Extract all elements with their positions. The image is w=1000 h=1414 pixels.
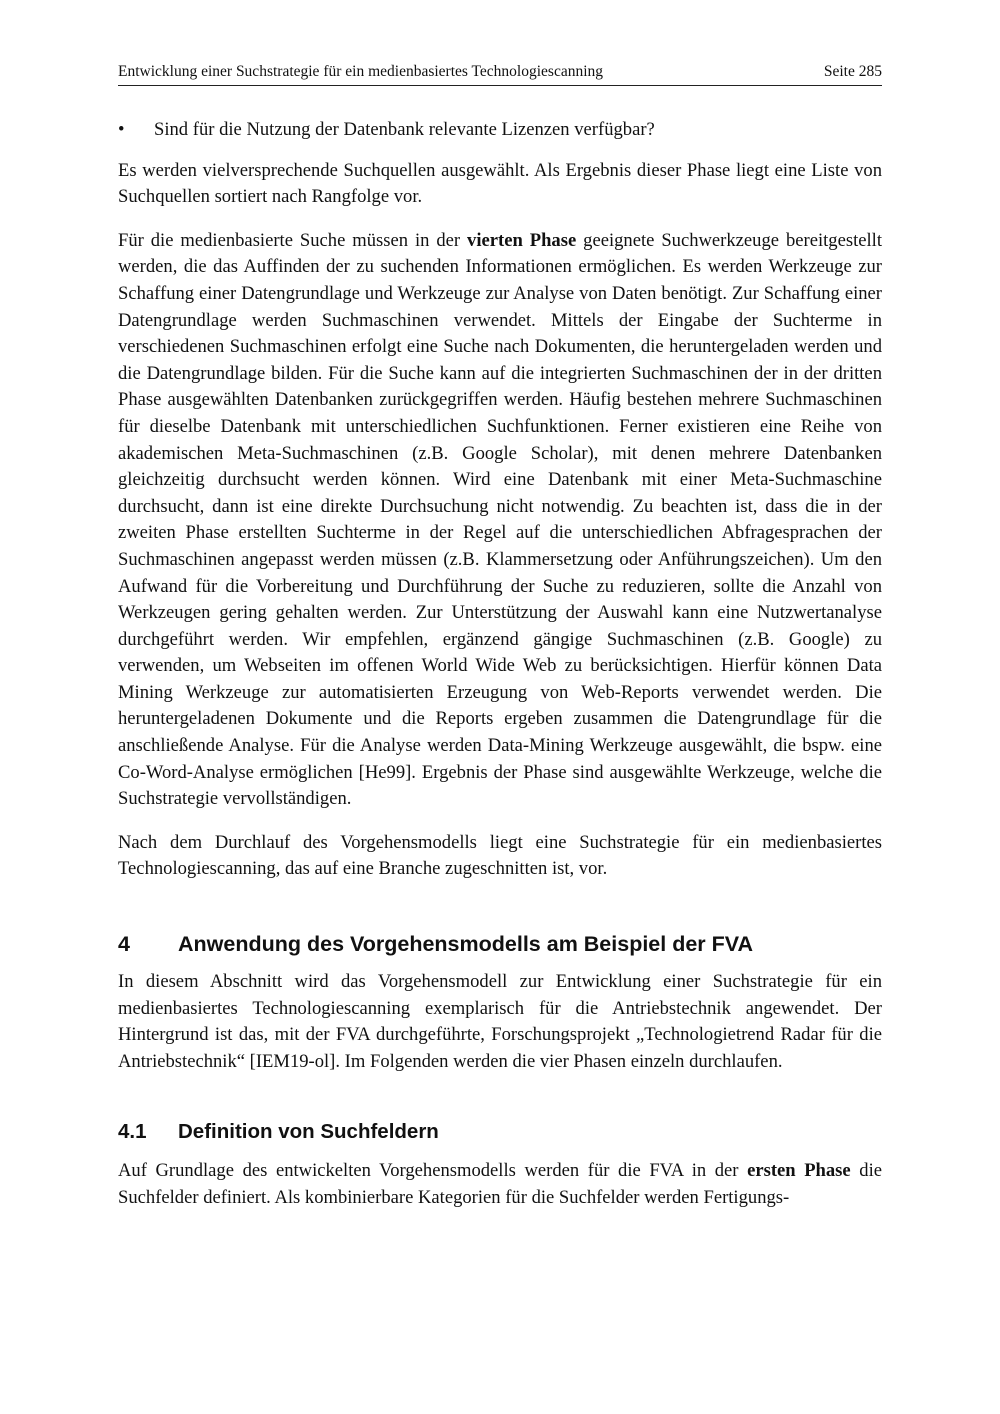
paragraph-vierte-phase [118,228,882,813]
paragraph-suchquellen: Es werden vielversprechende Suchquellen ausgewählt. Als Ergebnis dieser Phase liegt eine Liste von Suchquellen sortiert nach Rangfolge vor. [118,159,882,208]
section-number: 4 [118,932,130,957]
paragraph-text: die Suchfelder definiert. Als kombinierbare Kategorien für die Suchfelder werden Fertigungs- [118,1160,882,1208]
paragraph-abschnitt: In diesem Abschnitt wird das Vorgehensmodell zur Entwicklung einer Suchstrategie für ein medienbasiertes Technologiescanning exemplarisch für die Antriebstechnik angewendet. Der Hintergrund ist das, mit der FVA durchgeführte, Forschungsprojekt „Technologietrend Radar für die Antriebstechnik“ [IEM19-ol]. Im Folgenden werden die vier Phasen einzeln durchlaufen. [118,971,882,1072]
subsection-title: Definition von Suchfeldern [178,1120,439,1144]
bullet-text: Sind für die Nutzung der Datenbank relevante Lizenzen verfügbar? [154,119,655,140]
paragraph-durchlauf: Nach dem Durchlauf des Vorgehensmodells liegt eine Suchstrategie für ein medienbasiertes Technologiescanning, das auf eine Branche zugeschnitten ist, vor. [118,831,882,880]
paragraph-text: geeignete Suchwerkzeuge bereitgestellt werden, die das Auffinden der zu suchenden Informationen ermöglichen. Es werden Werkzeuge zur Schaffung einer Datengrundlage und Werkzeuge zur Analyse von Daten benötigt. Zur Schaffung einer Datengrundlage werden Suchmaschinen verwendet. Mittels der Eingabe der Suchterme in verschiedenen Suchmaschinen erfolgt eine Suche nach Dokumenten, die heruntergeladen werden und die Datengrundlage bilden. Für die Suche kann auf die integrierten Suchmaschinen der in der dritten Phase ausgewählten Datenbanken zurückgegriffen werden. Häufig bestehen mehrere Suchmaschinen für dieselbe Datenbank mit unterschiedlichen Suchfunktionen. Ferner existieren eine Reihe von akademischen Meta-Suchmaschinen (z.B. Google Scholar), mit denen mehrere Datenbanken gleichzeitig durchsucht werden können. Wird eine Datenbank mit einer Meta-Suchmaschine durchsucht, dann ist eine direkte Durchsuchung nicht notwendig. Zu beachten ist, dass die in der zweiten Phase erstellten Suchterme in der Regel auf die unterschiedlichen Abfragesprachen der Suchmaschinen angepasst werden müssen (z.B. Klammersetzung oder Anführungszeichen). Um den Aufwand für die Vorbereitung und Durchführung der Suche zu reduzieren, sollte die Anzahl von Werkzeugen gering gehalten werden. Zur Unterstützung der Auswahl kann eine Nutzwertanalyse durchgeführt werden. Wir empfehlen, ergänzend gängige Suchmaschinen (z.B. Google) zu verwenden, um Webseiten im offenen World Wide Web zu berücksichtigen. Hierfür können Data Mining Werkzeuge zur automatisierten Erzeugung von Web-Reports verwendet werden. Die heruntergeladenen Dokumente und die Reports ergeben zusammen die Datengrundlage für die anschließende Analyse. Für die Analyse werden Data-Mining Werkzeuge ausgewählt, die bspw. eine Co-Word-Analyse ermöglichen [He99]. Ergebnis der Phase sind ausgewählte Werkzeuge, welche die Suchstrategie vervollständigen. [118,229,882,810]
emphasis-erste-phase: ersten Phase [747,1160,851,1182]
paragraph-text: Für die medienbasierte Suche müssen in der [118,229,468,251]
paragraph-erste-phase [118,1158,882,1211]
emphasis-vierte-phase: vierten Phase [467,229,577,251]
running-header [118,62,882,86]
section-heading-4 [118,930,882,958]
header-title: Entwicklung einer Suchstrategie für ein medienbasiertes Technologiescanning [118,63,604,80]
section-title: Anwendung des Vorgehensmodells am Beispiel der FVA [178,932,754,957]
page-number: Seite 285 [823,63,882,80]
document-page [118,62,882,1212]
bullet-item [118,117,882,144]
subsection-number: 4.1 [118,1120,147,1144]
subsection-heading-4-1 [118,1118,882,1146]
paragraph-text: Auf Grundlage des entwickelten Vorgehensmodells werden für die FVA in der [118,1160,748,1182]
bullet-icon: • [118,119,125,140]
